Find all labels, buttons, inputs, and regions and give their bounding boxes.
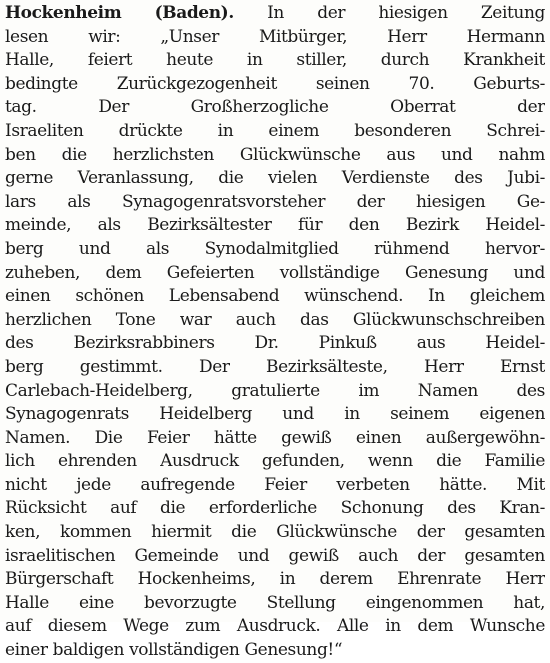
article-line-22: Rücksicht auf die erforderliche Schonung des Kran- <box>5 498 545 519</box>
article-line-28: einer baldigen vollständigen Genesung!“ <box>5 640 343 661</box>
article-line-14: herzlichen Tone war auch das Glückwunschschreiben <box>5 309 545 330</box>
article-line-27: auf diesem Wege zum Ausdruck. Alle in dem Wunsche <box>5 616 545 637</box>
first-line-rest: In der hiesigen Zeitung <box>267 3 545 23</box>
article-line-15: des Bezirksrabbiners Dr. Pinkuß aus Heidel- <box>5 333 545 354</box>
article-line-25: Bürgerschaft Hockenheims, in derem Ehrenrate Herr <box>5 569 545 590</box>
article-line-11: berg und als Synodalmitglied rühmend hervor- <box>5 238 545 259</box>
article-text <box>5 2 545 663</box>
article-line-4: bedingte Zurückgezogenheit seinen 70. Geburts- <box>5 73 545 94</box>
article-line-3: Halle, feiert heute in stiller, durch Krankheit <box>5 50 545 71</box>
article-line-18: Synagogenrats Heidelberg und in seinem eigenen <box>5 404 545 425</box>
article-line-23: ken, kommen hiermit die Glückwünsche der gesamten <box>5 522 545 543</box>
article-line-5: tag. Der Großherzogliche Oberrat der <box>5 97 545 118</box>
article-line-26: Halle eine bevorzugte Stellung eingenommen hat, <box>5 592 545 613</box>
article-line-17: Carlebach-Heidelberg, gratulierte im Namen des <box>5 380 545 401</box>
article-line-13: einen schönen Lebensabend wünschend. In gleichem <box>5 286 545 307</box>
article-line-10: meinde, als Bezirksältester für den Bezirk Heidel- <box>5 215 545 236</box>
article-line-21: nicht jede aufregende Feier verbeten hätte. Mit <box>5 474 545 495</box>
article-line-1 <box>5 2 545 26</box>
headline-region: (Baden). <box>154 3 234 23</box>
headline-place: Hockenheim <box>5 3 122 23</box>
article-line-8: gerne Veranlassung, die vielen Verdienste des Jubi- <box>5 168 545 189</box>
article-line-12: zuheben, dem Gefeierten vollständige Genesung und <box>5 262 545 283</box>
article-line-7: ben die herzlichsten Glückwünsche aus und nahm <box>5 144 545 165</box>
article-line-16: berg gestimmt. Der Bezirksälteste, Herr Ernst <box>5 356 545 377</box>
article-line-20: lich ehrenden Ausdruck gefunden, wenn die Familie <box>5 451 545 472</box>
article-line-9: lars als Synagogenratsvorsteher der hiesigen Ge- <box>5 191 545 212</box>
article-line-6: Israeliten drückte in einem besonderen Schrei- <box>5 120 545 141</box>
article-line-19: Namen. Die Feier hätte gewiß einen außergewöhn- <box>5 427 545 448</box>
article-line-2: lesen wir: „Unser Mitbürger, Herr Hermann <box>5 26 545 47</box>
article-line-24: israelitischen Gemeinde und gewiß auch der gesamten <box>5 545 545 566</box>
